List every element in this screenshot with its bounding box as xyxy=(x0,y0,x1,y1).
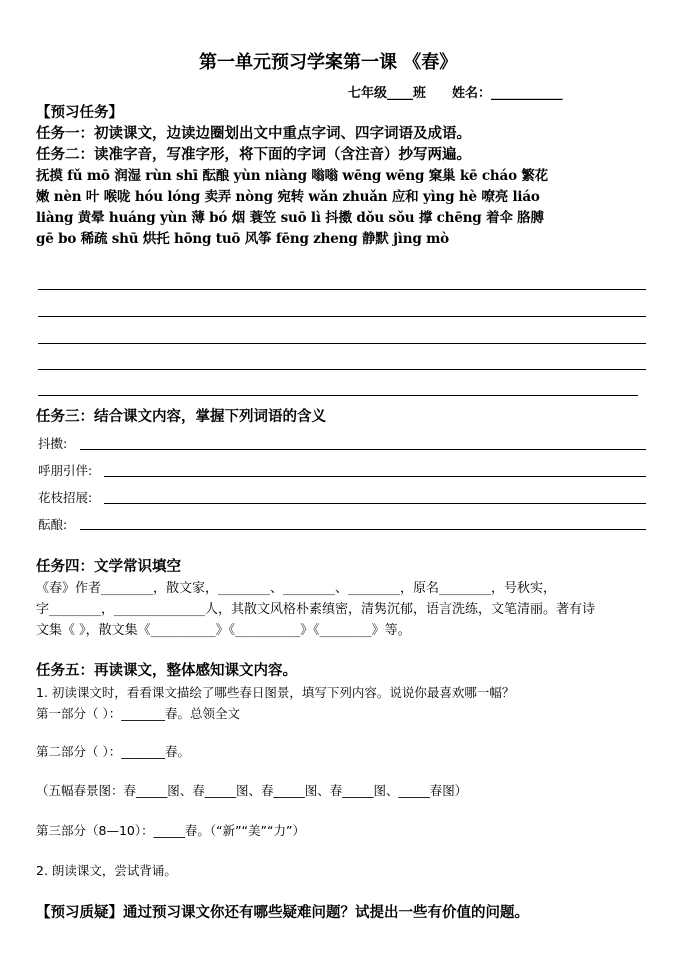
part1-line: 第一部分（ ）：_______春。总领全文 xyxy=(36,706,240,721)
term-answer-line[interactable] xyxy=(80,449,646,450)
task4-line-2: 字________，______________人，其散文风格朴素缜密，清隽沉郁，语言洗练，文笔清丽。著有诗 xyxy=(36,602,596,617)
writing-line[interactable] xyxy=(38,316,646,317)
preview-tasks-heading: 【预习任务】 xyxy=(36,104,123,121)
student-name-field[interactable]: 姓名：___________ xyxy=(452,86,563,101)
writing-line[interactable] xyxy=(38,289,646,290)
grade-class-field[interactable]: 七年级____班 xyxy=(348,86,427,101)
writing-line[interactable] xyxy=(38,369,646,370)
task4-line-3: 文集《 》，散文集《__________》《__________》《________》等。 xyxy=(36,623,411,638)
term-label: 酝酿: xyxy=(38,517,68,532)
term-answer-line[interactable] xyxy=(80,529,646,530)
writing-line[interactable] xyxy=(38,395,638,396)
writing-line[interactable] xyxy=(38,343,646,344)
task4-heading: 任务四：文学常识填空 xyxy=(36,558,181,575)
term-label: 抖擞: xyxy=(38,436,68,451)
part3-line: 第三部分（8—10）：_____春。（“新”“美”“力”） xyxy=(36,823,305,838)
part2-detail-line: （五幅春景图：春_____图、春_____图、春_____图、春_____图、_____春图） xyxy=(36,783,468,798)
task1-text: 任务一：初读课文，边读边圈划出文中重点字词、四字词语及成语。 xyxy=(36,125,471,142)
term-label: 花枝招展: xyxy=(38,490,93,505)
part2-line: 第二部分（ ）：_______春。 xyxy=(36,744,190,759)
task2-text: 任务二：读准字音，写准字形，将下面的字词（含注音）抄写两遍。 xyxy=(36,146,471,163)
task5-question-2: 2. 朗读课文，尝试背诵。 xyxy=(36,863,177,878)
vocab-line-4: gē bo 稀疏 shū 烘托 hōng tuō 风筝 fēng zheng 静默 jìng mò xyxy=(36,231,449,247)
term-answer-line[interactable] xyxy=(104,503,646,504)
vocab-line-2: 嫩 nèn 叶 喉咙 hóu lóng 卖弄 nòng 宛转 wǎn zhuǎn 应和 yìng hè 嘹亮 liáo xyxy=(36,189,540,205)
questions-section-heading: 【预习质疑】通过预习课文你还有哪些疑难问题？试提出一些有价值的问题。 xyxy=(36,904,529,921)
task4-line-1: 《春》作者________，散文家，________、________、________，原名________，号秋实， xyxy=(36,581,557,596)
vocab-line-3: liàng 黄晕 huáng yùn 薄 bó 烟 蓑笠 suō lì 抖擞 dǒu sǒu 撑 chēng 着伞 胳膊 xyxy=(36,210,544,226)
task3-heading: 任务三：结合课文内容，掌握下列词语的含义 xyxy=(36,408,326,425)
vocab-line-1: 抚摸 fǔ mō 润湿 rùn shī 酝酿 yùn niàng 嗡嗡 wēng wēng 窠巢 kē cháo 繁花 xyxy=(36,168,548,184)
term-label: 呼朋引伴: xyxy=(38,463,93,478)
task5-heading: 任务五：再读课文，整体感知课文内容。 xyxy=(36,662,297,679)
task5-question-1: 1. 初读课文时，看看课文描绘了哪些春日图景，填写下列内容。说说你最喜欢哪一幅？ xyxy=(36,685,515,700)
page-title: 第一单元预习学案第一课 《春》 xyxy=(199,52,458,73)
term-answer-line[interactable] xyxy=(104,476,646,477)
